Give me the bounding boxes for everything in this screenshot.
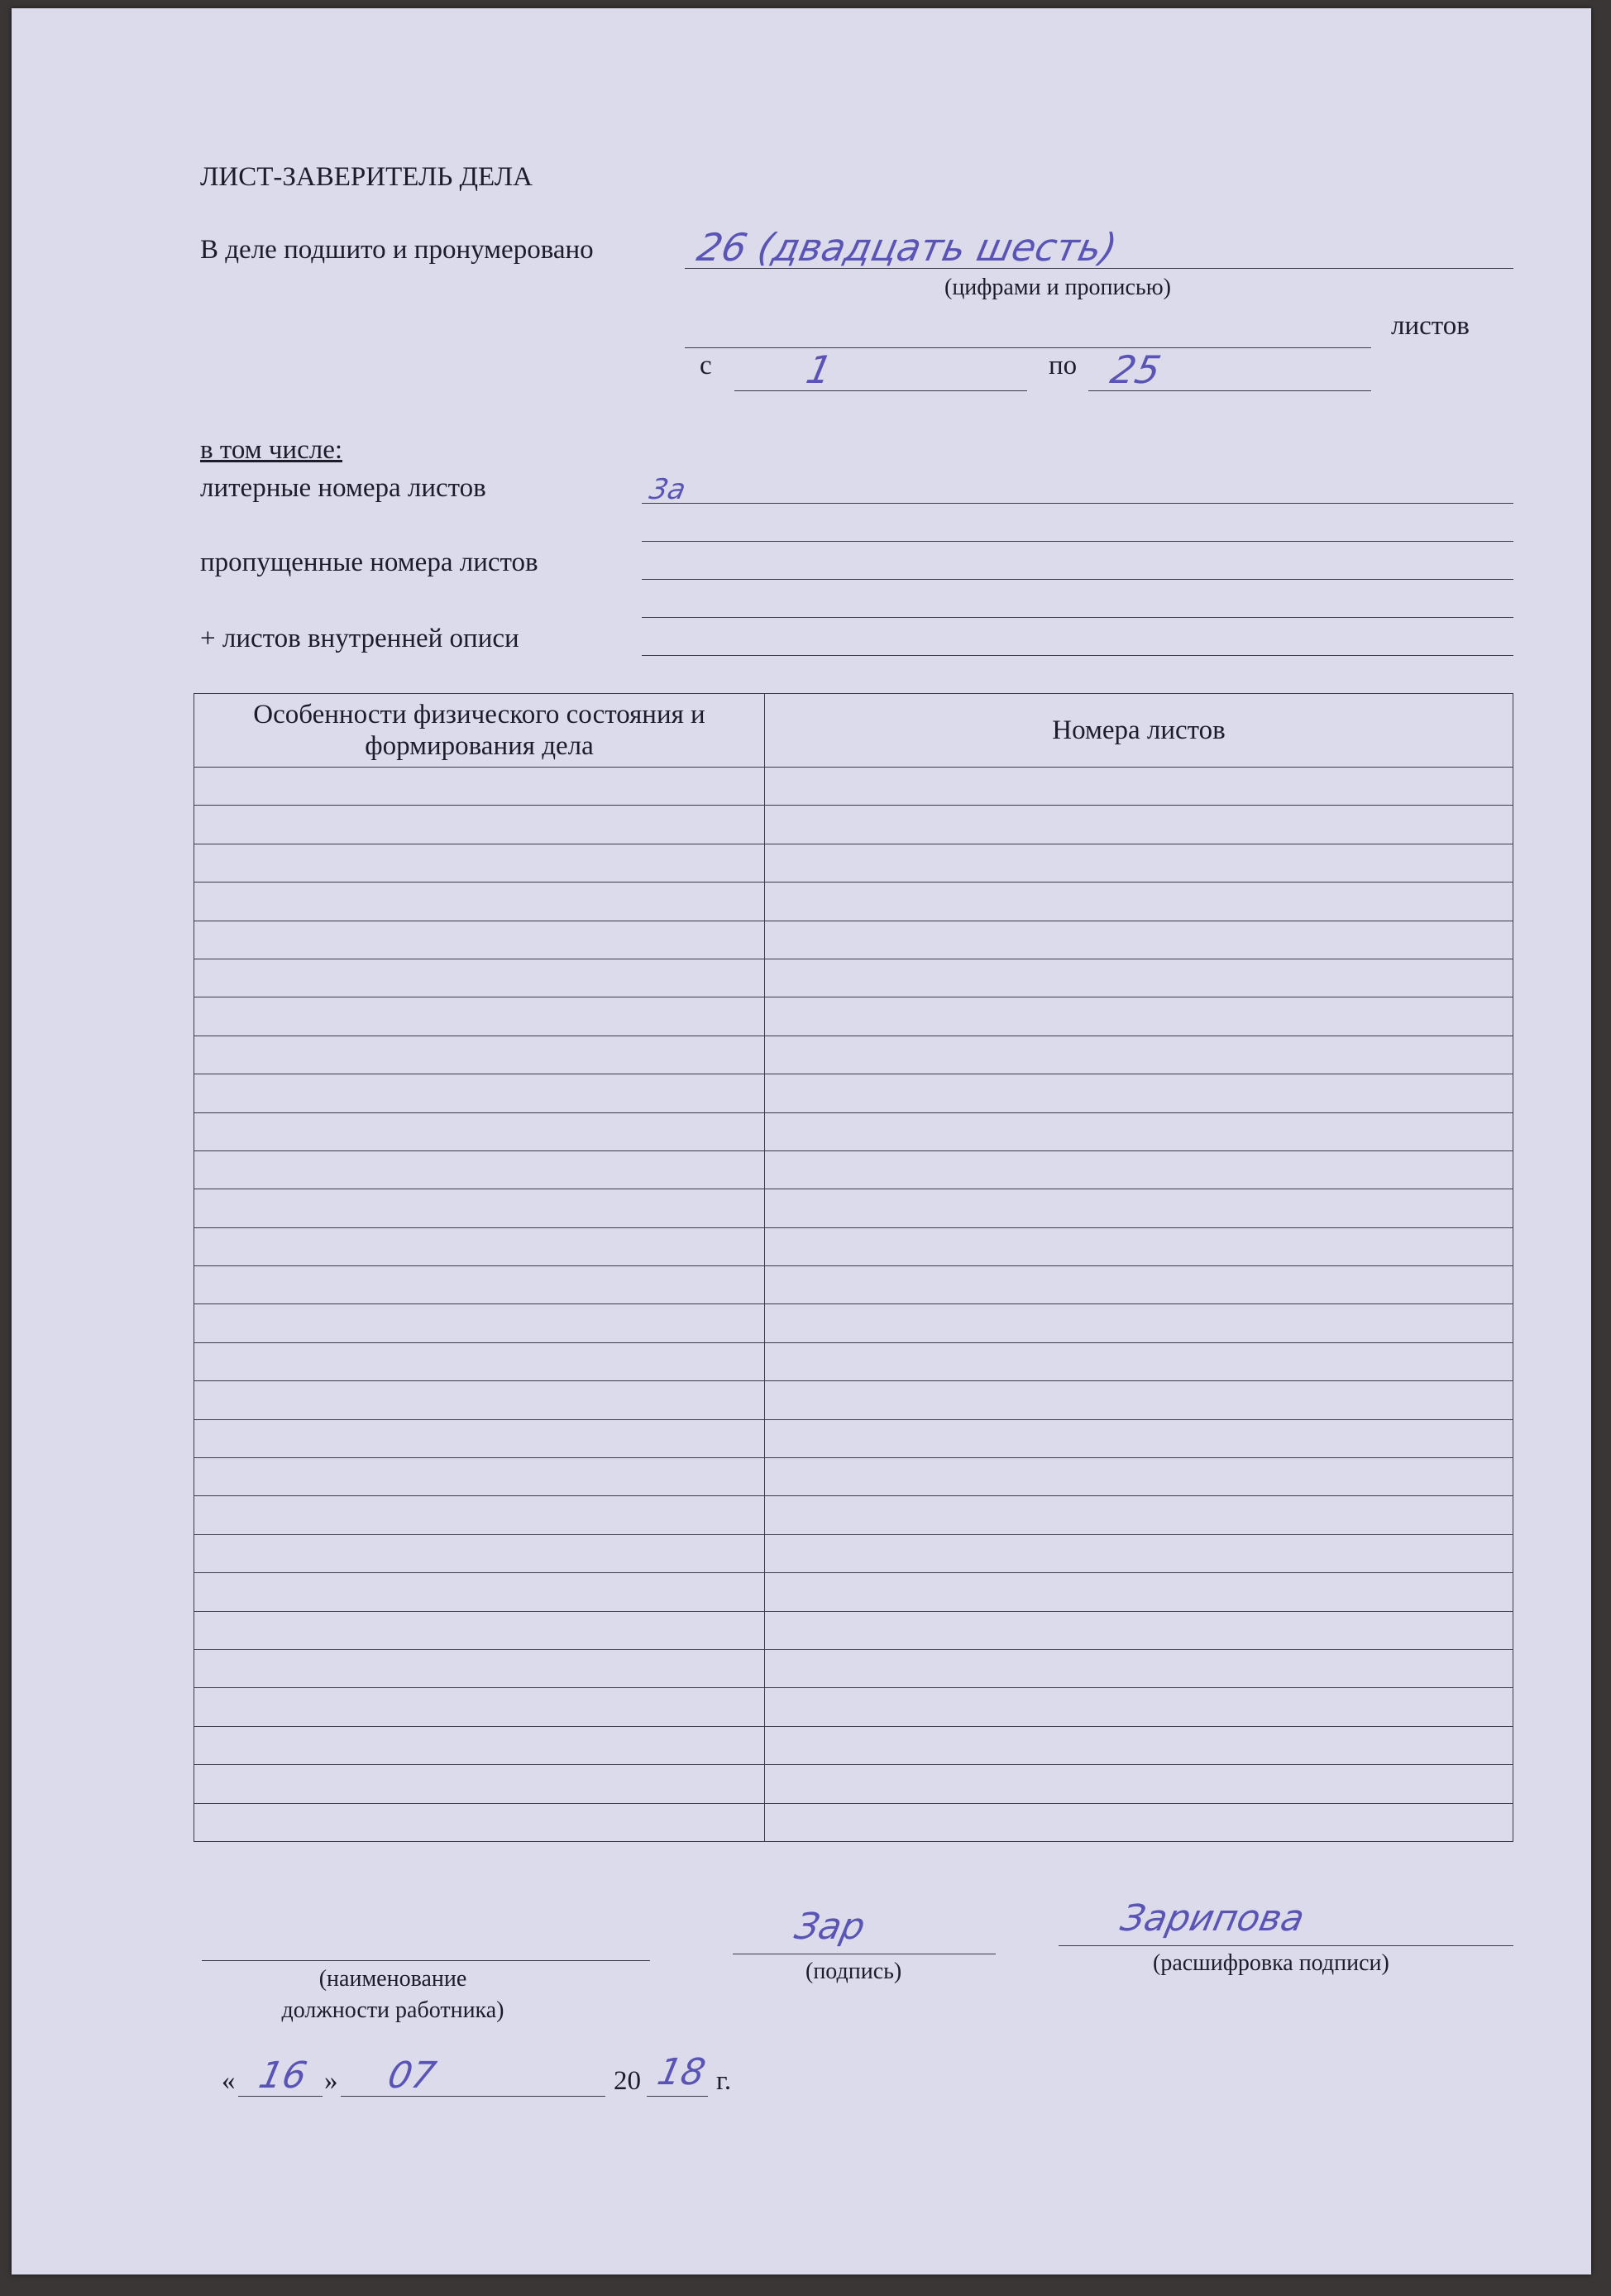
table-cell-condition (194, 1534, 765, 1572)
table-cell-sheet-numbers (765, 1726, 1513, 1764)
filed-underline-2 (685, 347, 1371, 348)
position-underline (202, 1960, 650, 1961)
table-row (194, 768, 1513, 806)
date-day-value: 16 (255, 2054, 311, 2097)
table-cell-sheet-numbers (765, 1496, 1513, 1534)
table-cell-condition (194, 1419, 765, 1457)
table-cell-sheet-numbers (765, 1189, 1513, 1227)
table-row (194, 1036, 1513, 1074)
inventory-label: + листов внутренней описи (200, 624, 519, 653)
table-cell-sheet-numbers (765, 844, 1513, 882)
year-underline (647, 2096, 708, 2097)
to-value: 25 (1107, 347, 1165, 392)
table-cell-condition (194, 1765, 765, 1803)
date-quote-close: » (324, 2066, 338, 2096)
table-cell-sheet-numbers (765, 1074, 1513, 1112)
from-label: с (700, 351, 712, 380)
column-header-condition: Особенности физического состояния и формирования дела (194, 694, 765, 768)
table-cell-condition (194, 1036, 765, 1074)
document-title: ЛИСТ-ЗАВЕРИТЕЛЬ ДЕЛА (200, 162, 533, 192)
table-cell-sheet-numbers (765, 806, 1513, 844)
month-underline (341, 2096, 605, 2097)
table-cell-sheet-numbers (765, 997, 1513, 1036)
table-cell-sheet-numbers (765, 1150, 1513, 1189)
table-cell-sheet-numbers (765, 1688, 1513, 1726)
condition-table (194, 693, 1513, 1842)
table-cell-condition (194, 1726, 765, 1764)
skipped-numbers-label: пропущенные номера листов (200, 548, 538, 577)
table-cell-condition (194, 1649, 765, 1687)
table-row (194, 1496, 1513, 1534)
letter-numbers-value: 3а (646, 473, 689, 506)
table-header-row (194, 694, 1513, 768)
table-row (194, 1573, 1513, 1611)
table-cell-condition (194, 1458, 765, 1496)
signature-value: Зар (791, 1906, 869, 1948)
table-cell-sheet-numbers (765, 1611, 1513, 1649)
position-caption: (наименование должности работника) (281, 1966, 504, 2023)
filed-value: 26 (двадцать шесть) (693, 225, 1121, 270)
table-cell-condition (194, 1227, 765, 1265)
table-row (194, 1074, 1513, 1112)
table-row (194, 1342, 1513, 1380)
table-cell-sheet-numbers (765, 921, 1513, 959)
letter-numbers-label: литерные номера листов (200, 473, 486, 503)
table-cell-sheet-numbers (765, 768, 1513, 806)
table-cell-condition (194, 1189, 765, 1227)
table-row (194, 1765, 1513, 1803)
table-cell-condition (194, 1803, 765, 1841)
table-cell-sheet-numbers (765, 959, 1513, 997)
column-header-sheet-numbers: Номера листов (765, 694, 1513, 768)
table-row (194, 1649, 1513, 1687)
table-cell-condition (194, 1611, 765, 1649)
table-cell-condition (194, 1573, 765, 1611)
decoding-underline (1059, 1945, 1513, 1946)
table-cell-condition (194, 1381, 765, 1419)
table-cell-sheet-numbers (765, 1381, 1513, 1419)
filed-label: В деле подшито и пронумеровано (200, 235, 594, 265)
table-cell-sheet-numbers (765, 1419, 1513, 1457)
decoding-value: Зарипова (1116, 1897, 1308, 1940)
table-row (194, 806, 1513, 844)
signature-caption: (подпись) (806, 1959, 902, 1984)
sheets-label: листов (1391, 311, 1470, 341)
table-row (194, 1726, 1513, 1764)
table-cell-sheet-numbers (765, 1112, 1513, 1150)
table-row (194, 1266, 1513, 1304)
table-cell-condition (194, 1266, 765, 1304)
table-cell-condition (194, 921, 765, 959)
table-cell-sheet-numbers (765, 1342, 1513, 1380)
date-quote-open: « (222, 2066, 236, 2096)
decoding-caption: (расшифровка подписи) (1153, 1950, 1389, 1976)
table-row (194, 1304, 1513, 1342)
table-row (194, 921, 1513, 959)
table-cell-sheet-numbers (765, 1765, 1513, 1803)
date-year-value: 18 (653, 2051, 710, 2093)
table-row (194, 1419, 1513, 1457)
table-cell-condition (194, 1496, 765, 1534)
table-cell-sheet-numbers (765, 883, 1513, 921)
skipped-numbers-underline-2 (642, 617, 1513, 618)
date-year-prefix: 20 (614, 2066, 641, 2096)
table-cell-sheet-numbers (765, 1649, 1513, 1687)
letter-numbers-underline-2 (642, 541, 1513, 542)
table-cell-condition (194, 1688, 765, 1726)
from-underline (734, 390, 1027, 391)
table-cell-condition (194, 1342, 765, 1380)
table-cell-condition (194, 806, 765, 844)
table-cell-sheet-numbers (765, 1036, 1513, 1074)
table-cell-sheet-numbers (765, 1227, 1513, 1265)
table-cell-condition (194, 997, 765, 1036)
filed-hint: (цифрами и прописью) (944, 275, 1171, 300)
table-row (194, 1112, 1513, 1150)
table-cell-condition (194, 1074, 765, 1112)
inventory-underline (642, 655, 1513, 656)
table-row (194, 1688, 1513, 1726)
table-cell-condition (194, 768, 765, 806)
table-row (194, 1381, 1513, 1419)
table-cell-sheet-numbers (765, 1534, 1513, 1572)
table-row (194, 844, 1513, 882)
table-cell-sheet-numbers (765, 1266, 1513, 1304)
to-label: по (1049, 351, 1078, 380)
skipped-numbers-underline (642, 579, 1513, 580)
table-cell-condition (194, 959, 765, 997)
date-month-value: 07 (384, 2054, 440, 2097)
table-row (194, 997, 1513, 1036)
table-row (194, 1227, 1513, 1265)
table-row (194, 1150, 1513, 1189)
table-cell-condition (194, 1304, 765, 1342)
document-sheet (12, 8, 1591, 2274)
table-cell-condition (194, 1112, 765, 1150)
table-row (194, 1803, 1513, 1841)
table-row (194, 883, 1513, 921)
table-cell-condition (194, 844, 765, 882)
table-cell-sheet-numbers (765, 1573, 1513, 1611)
table-row (194, 1611, 1513, 1649)
table-row (194, 959, 1513, 997)
table-cell-sheet-numbers (765, 1458, 1513, 1496)
table-cell-sheet-numbers (765, 1803, 1513, 1841)
table-cell-sheet-numbers (765, 1304, 1513, 1342)
table-body (194, 768, 1513, 1842)
letter-numbers-underline (642, 503, 1513, 504)
table-row (194, 1534, 1513, 1572)
date-year-suffix: г. (716, 2066, 732, 2096)
from-value: 1 (802, 347, 837, 392)
table-row (194, 1458, 1513, 1496)
table-cell-condition (194, 883, 765, 921)
including-label: в том числе: (200, 435, 343, 465)
table-cell-condition (194, 1150, 765, 1189)
table-row (194, 1189, 1513, 1227)
